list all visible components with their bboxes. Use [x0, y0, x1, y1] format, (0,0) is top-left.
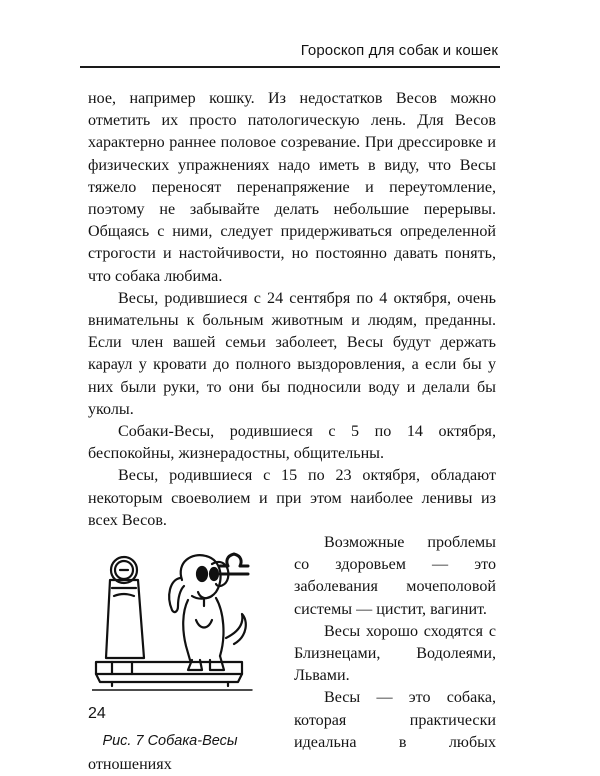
paragraph-4: Весы, родившиеся с 15 по 23 октября, обладают некоторым своеволием и при этом наиболее ленивы из всех Весов. [88, 467, 496, 529]
libra-dog-illustration [92, 540, 272, 720]
paragraph-2: Весы, родившиеся с 24 сентября по 4 октября, очень внимательны к больным животным и людям, преданны. Если член вашей семьи заболеет, Весы будут держать караул у кровати до полного выздоровления, а если бы у них были руки, то они бы подносили воду и делали бы уколы. [88, 289, 496, 418]
running-head-title: Гороскоп для собак и кошек [300, 42, 498, 59]
header-rule [80, 66, 500, 68]
dog-icon [169, 555, 246, 670]
body-text [88, 88, 496, 776]
paragraph-3: Собаки-Весы, родившиеся с 5 по 14 октября, беспокойны, жизнерадостны, общительны. [88, 423, 496, 463]
page-number: 24 [88, 705, 106, 722]
figure-caption: Рис. 7 Собака-Весы [102, 733, 238, 750]
paragraph-5: Возможные проблемы со здоровьем — это заболевания мочеполовой системы — цистит, вагинит. [294, 534, 496, 618]
figure [78, 532, 290, 750]
paragraph-6: Весы хорошо сходятся с Близнецами, Водолеями, Львами. [294, 622, 496, 685]
paragraph-1: ное, например кошку. Из недостатков Весов можно отметить их просто патологическую лень. Для Весов характерно раннее половое созревание. При дрессировке и физических упражнениях надо иметь в виду, что Весы тяжело переносят перенапряжение и переутомление, поэтому не забывайте делать небольшие перерывы. Общаясь с ними, следует придерживаться определенной строгости и настойчивости, но постоянно давать понять, что собака любима. [88, 90, 496, 285]
paragraph-7: Весы — это собака, которая практически идеальна в любых отношениях [88, 689, 496, 774]
